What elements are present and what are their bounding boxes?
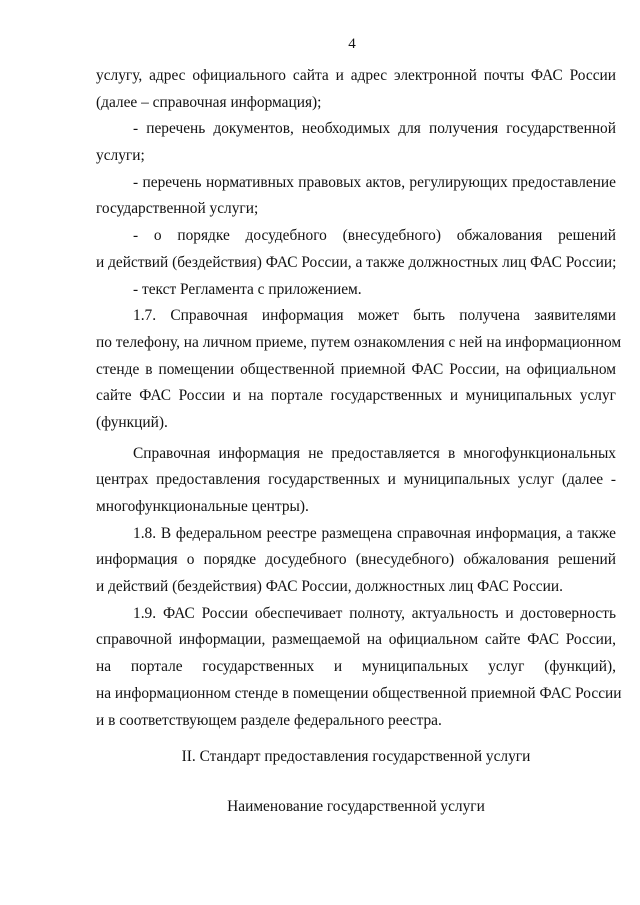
text-line: государственной услуги; <box>96 200 259 218</box>
section-heading: II. Стандарт предоставления государственной услуги <box>181 748 531 765</box>
text-line: информация о порядке досудебного (внесудебного) обжалования решений <box>96 551 616 569</box>
list-item-regulation-text <box>96 277 616 304</box>
page-number: 4 <box>348 36 356 52</box>
text-line: центрах предоставления государственных и муниципальных услуг (далее - <box>96 471 616 489</box>
text-line: и действий (бездействия) ФАС России, а также должностных лиц ФАС России; <box>96 253 617 271</box>
text-line: справочной информации, размещаемой на официальном сайте ФАС России, <box>96 631 616 649</box>
text-line: - перечень документов, необходимых для получения государственной <box>133 120 616 138</box>
text-line: стенде в помещении общественной приемной ФАС России, на официальном <box>96 360 616 378</box>
text-line: (далее – справочная информация); <box>96 93 322 111</box>
text-line: 1.9. ФАС России обеспечивает полноту, актуальность и достоверность <box>133 604 616 622</box>
text-line: 1.8. В федеральном реестре размещена справочная информация, а также <box>133 524 616 542</box>
text-line: услугу, адрес официального сайта и адрес электронной почты ФАС России <box>96 67 616 84</box>
paragraph-1-8 <box>96 521 616 601</box>
text-line: на портале государственных и муниципальных услуг (функций), <box>96 658 616 676</box>
paragraph-1-9 <box>96 601 622 734</box>
text-line: (функций). <box>96 413 168 431</box>
text-line: услуги; <box>96 147 145 165</box>
text-line: и действий (бездействия) ФАС России, должностных лиц ФАС России. <box>96 578 563 596</box>
list-item-documents <box>96 116 616 169</box>
text-line: Справочная информация не предоставляется в многофункциональных <box>133 444 616 462</box>
text-line: - о порядке досудебного (внесудебного) обжалования решений <box>133 227 616 245</box>
paragraph-1-7 <box>96 303 622 436</box>
body-text <box>96 63 622 734</box>
paragraph-reference-info <box>96 441 616 521</box>
list-item-legal-acts <box>96 170 616 223</box>
text-line: многофункциональные центры). <box>96 498 309 515</box>
text-line: - перечень нормативных правовых актов, регулирующих предоставление <box>133 173 616 191</box>
text-line: по телефону, на личном приеме, путем ознакомления с ней на информационном <box>96 333 622 351</box>
list-item-appeal <box>96 223 616 276</box>
text-line: и в соответствующем разделе федерального реестра. <box>96 711 442 729</box>
subsection-heading: Наименование государственной услуги <box>227 798 485 815</box>
text-line: сайте ФАС России и на портале государственных и муниципальных услуг <box>96 387 616 405</box>
text-line: на информационном стенде в помещении общественной приемной ФАС России <box>96 684 622 702</box>
paragraph-continuation <box>96 63 616 116</box>
text-line: - текст Регламента с приложением. <box>133 280 362 298</box>
text-line: 1.7. Справочная информация может быть получена заявителями <box>133 307 616 325</box>
